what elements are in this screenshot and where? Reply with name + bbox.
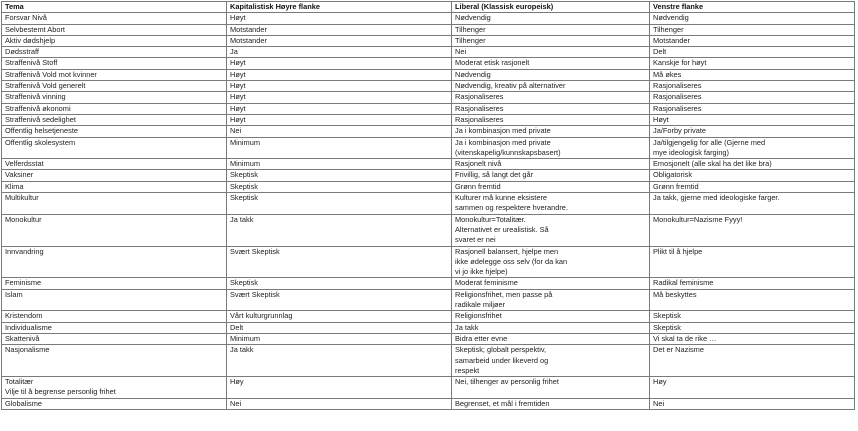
cell-tema: Straffenivå Vold generelt [2, 81, 227, 92]
cell-tema: Straffenivå Stoff [2, 58, 227, 69]
table-row [2, 333, 855, 344]
cell-liberal: Tilhenger [452, 35, 650, 46]
cell-hoyre: Skeptisk [227, 170, 452, 181]
cell-hoyre: Minimum [227, 333, 452, 344]
cell-tema: Selvbestemt Abort [2, 24, 227, 35]
cell-hoyre: Svært Skeptisk [227, 246, 452, 278]
cell-liberal: Rasjonaliseres [452, 114, 650, 125]
cell-venstre: Skeptisk [650, 322, 855, 333]
cell-venstre: Ja/Forby private [650, 126, 855, 137]
cell-liberal: Tilhenger [452, 24, 650, 35]
cell-venstre: Må økes [650, 69, 855, 80]
cell-liberal: Nei [452, 47, 650, 58]
cell-venstre: Grønn fremtid [650, 181, 855, 192]
table-row [2, 345, 855, 377]
cell-hoyre: Høyt [227, 13, 452, 24]
cell-hoyre: Delt [227, 322, 452, 333]
table-row [2, 214, 855, 246]
cell-hoyre: Høyt [227, 114, 452, 125]
table-row [2, 47, 855, 58]
table-row [2, 159, 855, 170]
table-row [2, 114, 855, 125]
cell-tema: Totalitær Vilje til å begrense personlig frihet [2, 377, 227, 399]
table-row [2, 322, 855, 333]
cell-tema: Kristendom [2, 311, 227, 322]
cell-liberal: Rasjonaliseres [452, 92, 650, 103]
cell-venstre: Høy [650, 377, 855, 399]
cell-liberal: Bidra etter evne [452, 333, 650, 344]
cell-venstre: Monokultur=Nazisme Fyyy! [650, 214, 855, 246]
cell-liberal: Begrenset, et mål i fremtiden [452, 398, 650, 409]
cell-tema: Straffenivå Vold mot kvinner [2, 69, 227, 80]
cell-hoyre: Høyt [227, 81, 452, 92]
cell-hoyre: Ja [227, 47, 452, 58]
table-row [2, 181, 855, 192]
table-row [2, 377, 855, 399]
header-liberal: Liberal (Klassisk europeisk) [452, 2, 650, 13]
cell-hoyre: Skeptisk [227, 181, 452, 192]
cell-hoyre: Nei [227, 126, 452, 137]
table-row [2, 289, 855, 311]
cell-hoyre: Minimum [227, 159, 452, 170]
cell-hoyre: Svært Skeptisk [227, 289, 452, 311]
cell-tema: Nasjonalisme [2, 345, 227, 377]
cell-venstre: Ja takk, gjerne med ideologiske farger. [650, 193, 855, 215]
cell-liberal: Rasjonelt nivå [452, 159, 650, 170]
table-row [2, 24, 855, 35]
cell-tema: Forsvar Nivå [2, 13, 227, 24]
cell-venstre: Høyt [650, 114, 855, 125]
table-row [2, 35, 855, 46]
cell-venstre: Vi skal ta de rike … [650, 333, 855, 344]
cell-venstre: Radikal feminisme [650, 278, 855, 289]
cell-liberal: Monokultur=Totalitær. Alternativet er urealistisk. Så svaret er nei [452, 214, 650, 246]
cell-tema: Multikultur [2, 193, 227, 215]
cell-hoyre: Vårt kulturgrunnlag [227, 311, 452, 322]
cell-liberal: Moderat feminisme [452, 278, 650, 289]
table-row [2, 137, 855, 159]
cell-venstre: Delt [650, 47, 855, 58]
cell-tema: Straffenivå sedelighet [2, 114, 227, 125]
cell-liberal: Moderat etisk rasjonelt [452, 58, 650, 69]
cell-tema: Dødsstraff [2, 47, 227, 58]
cell-tema: Velferdsstat [2, 159, 227, 170]
cell-hoyre: Skeptisk [227, 193, 452, 215]
cell-venstre: Det er Nazisme [650, 345, 855, 377]
table-row [2, 81, 855, 92]
header-tema: Tema [2, 2, 227, 13]
cell-hoyre: Minimum [227, 137, 452, 159]
cell-tema: Straffenivå økonomi [2, 103, 227, 114]
cell-hoyre: Høyt [227, 103, 452, 114]
cell-liberal: Nødvendig, kreativ på alternativer [452, 81, 650, 92]
table-row [2, 398, 855, 409]
cell-liberal: Frivillig, så langt det går [452, 170, 650, 181]
cell-venstre: Nødvendig [650, 13, 855, 24]
comparison-table [1, 1, 855, 410]
cell-tema: Klima [2, 181, 227, 192]
cell-venstre: Rasjonaliseres [650, 81, 855, 92]
cell-venstre: Emosjonelt (alle skal ha det like bra) [650, 159, 855, 170]
cell-hoyre: Motstander [227, 35, 452, 46]
cell-liberal: Kulturer må kunne eksistere sammen og respektere hverandre. [452, 193, 650, 215]
cell-hoyre: Ja takk [227, 214, 452, 246]
cell-hoyre: Høy [227, 377, 452, 399]
cell-tema: Aktiv dødshjelp [2, 35, 227, 46]
cell-hoyre: Høyt [227, 92, 452, 103]
table-body [2, 13, 855, 410]
header-venstre: Venstre flanke [650, 2, 855, 13]
cell-tema: Vaksiner [2, 170, 227, 181]
cell-liberal: Nei, tilhenger av personlig frihet [452, 377, 650, 399]
table-row [2, 69, 855, 80]
cell-venstre: Må beskyttes [650, 289, 855, 311]
cell-tema: Monokultur [2, 214, 227, 246]
cell-tema: Offentlig skolesystem [2, 137, 227, 159]
table-row [2, 170, 855, 181]
cell-hoyre: Motstander [227, 24, 452, 35]
table-row [2, 278, 855, 289]
cell-venstre: Motstander [650, 35, 855, 46]
cell-liberal: Skeptisk; globalt perspektiv, samarbeid under likeverd og respekt [452, 345, 650, 377]
cell-tema: Globalisme [2, 398, 227, 409]
cell-venstre: Plikt til å hjelpe [650, 246, 855, 278]
cell-liberal: Religionsfrihet [452, 311, 650, 322]
cell-tema: Individualisme [2, 322, 227, 333]
cell-hoyre: Høyt [227, 58, 452, 69]
cell-tema: Innvandring [2, 246, 227, 278]
cell-hoyre: Høyt [227, 69, 452, 80]
table-row [2, 193, 855, 215]
cell-liberal: Rasjonell balansert, hjelpe men ikke ødelegge oss selv (for da kan vi jo ikke hjelpe) [452, 246, 650, 278]
cell-tema: Feminisme [2, 278, 227, 289]
cell-liberal: Ja i kombinasjon med private (vitenskapelig/kunnskapsbasert) [452, 137, 650, 159]
table-row [2, 126, 855, 137]
cell-hoyre: Nei [227, 398, 452, 409]
cell-liberal: Ja takk [452, 322, 650, 333]
header-hoyre: Kapitalistisk Høyre flanke [227, 2, 452, 13]
cell-venstre: Obligatorisk [650, 170, 855, 181]
cell-venstre: Nei [650, 398, 855, 409]
cell-venstre: Rasjonaliseres [650, 103, 855, 114]
cell-venstre: Kanskje for høyt [650, 58, 855, 69]
table-row [2, 311, 855, 322]
header-row [2, 2, 855, 13]
cell-liberal: Nødvendig [452, 13, 650, 24]
cell-liberal: Ja i kombinasjon med private [452, 126, 650, 137]
cell-tema: Islam [2, 289, 227, 311]
cell-venstre: Rasjonaliseres [650, 92, 855, 103]
table-row [2, 246, 855, 278]
table-row [2, 103, 855, 114]
cell-tema: Straffenivå vinning [2, 92, 227, 103]
cell-hoyre: Ja takk [227, 345, 452, 377]
cell-liberal: Religionsfrihet, men passe på radikale miljøer [452, 289, 650, 311]
table-row [2, 58, 855, 69]
cell-venstre: Skeptisk [650, 311, 855, 322]
cell-hoyre: Skeptisk [227, 278, 452, 289]
cell-venstre: Ja/tilgjengelig for alle (Gjerne med mye ideologisk farging) [650, 137, 855, 159]
cell-liberal: Rasjonaliseres [452, 103, 650, 114]
cell-liberal: Nødvendig [452, 69, 650, 80]
cell-tema: Offentlig helsetjeneste [2, 126, 227, 137]
cell-venstre: Tilhenger [650, 24, 855, 35]
cell-liberal: Grønn fremtid [452, 181, 650, 192]
cell-tema: Skattenivå [2, 333, 227, 344]
table-row [2, 92, 855, 103]
table-row [2, 13, 855, 24]
